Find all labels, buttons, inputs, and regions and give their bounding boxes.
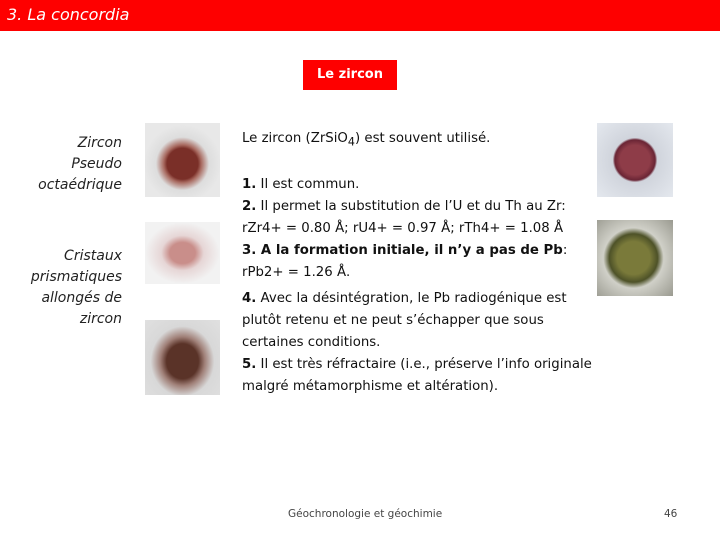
caption-line: octaédrique [38,177,122,193]
item-text: Il est très réfractaire (i.e., préserve l’info originale malgré métamorphisme et altération). [242,356,592,394]
list-item [242,174,602,196]
list-item [242,354,602,398]
list-item [242,196,602,240]
caption-prismatic [31,246,122,330]
intro-text [242,128,602,154]
intro-post: ) est souvent utilisé. [354,131,491,146]
item-number: 3. A la formation initiale, il n’y a pas de Pb [242,242,563,258]
item-number: 5. [242,356,257,372]
list-item [242,288,602,354]
slide-title: 3. La concordia [7,5,130,24]
slide-header [0,0,720,31]
zircon-photo-octahedral [145,123,220,197]
caption-line: prismatiques [30,269,122,285]
section-tag: Le zircon [303,60,397,90]
item-number: 1. [242,176,257,192]
intro-pre: Le zircon (ZrSiO [242,131,348,146]
caption-line: Zircon [77,135,122,151]
item-number: 2. [242,198,257,214]
zircon-photo-prismatic [145,320,220,395]
caption-line: zircon [79,311,122,327]
intro-sub: 4 [347,135,355,149]
item-text: Il est commun. [256,176,360,192]
item-text: Avec la désintégration, le Pb radiogénique est plutôt retenu et ne peut s’échapper que sous certaines conditions. [242,290,567,350]
zircon-gem-photo-green [597,220,673,296]
caption-pseudo-octahedral [38,133,122,196]
caption-line: allongés de [41,290,122,306]
item-text: : rPb2+ = 1.26 Å. [242,242,568,280]
item-text: Il permet la substitution de l’U et du Th au Zr: rZr4+ = 0.80 Å; rU4+ = 0.97 Å; rTh4+ = 1.08 Å [242,198,566,236]
caption-line: Cristaux [64,248,122,264]
item-number: 4. [242,290,257,306]
slide-body [242,128,602,398]
page-number: 46 [664,508,678,520]
footer-text: Géochronologie et géochimie [288,508,443,520]
list-item [242,240,602,284]
zircon-gem-photo-red [597,123,673,197]
caption-line: Pseudo [71,156,122,172]
zircon-photo-pink [145,222,220,284]
